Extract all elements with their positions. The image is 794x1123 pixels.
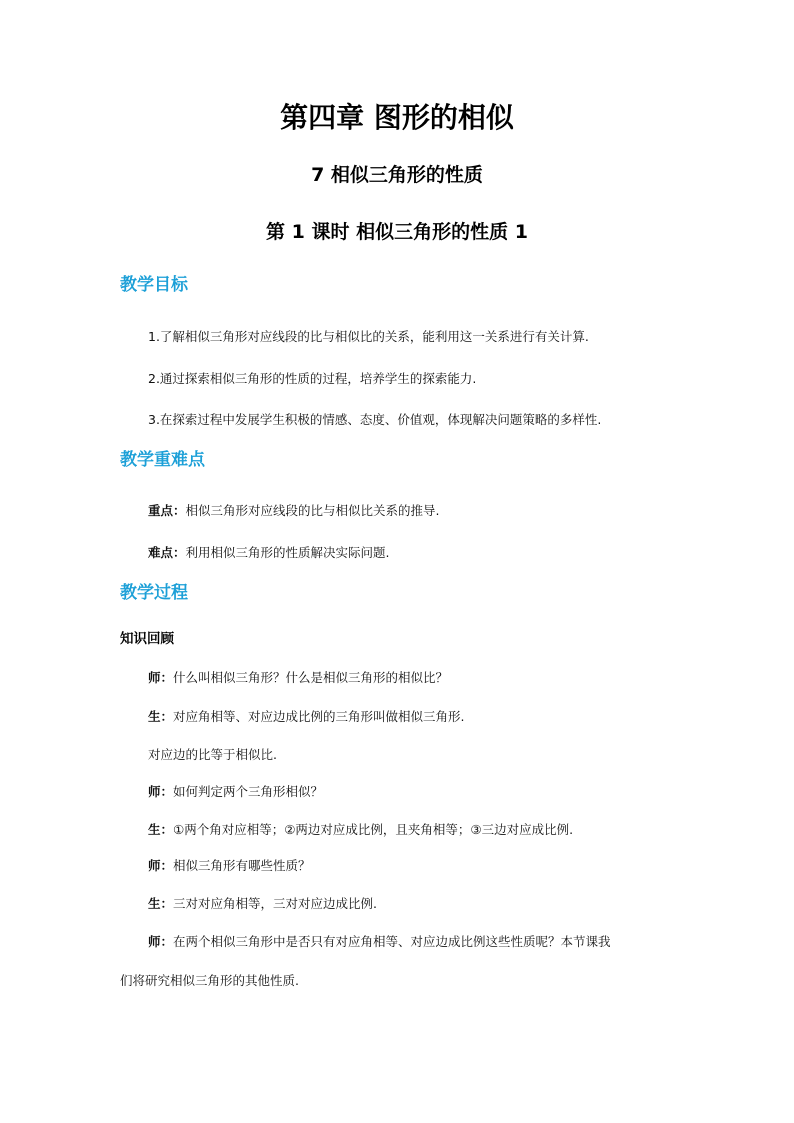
speaker-label: 师：	[148, 784, 174, 799]
dialogue-line	[148, 932, 611, 950]
objective-item: 3.在探索过程中发展学生积极的情感、态度、价值观，体现解决问题策略的多样性.	[148, 412, 602, 427]
dialogue-text: 什么叫相似三角形？什么是相似三角形的相似比？	[173, 670, 449, 685]
section-title: 7 相似三角形的性质	[311, 164, 483, 186]
dialogue-text: 对应边的比等于相似比.	[148, 747, 277, 762]
speaker-label: 生：	[148, 822, 174, 837]
dialogue-line	[148, 782, 323, 800]
process-subheading: 知识回顾	[120, 631, 174, 647]
dialogue-text: 相似三角形有哪些性质？	[173, 858, 311, 873]
speaker-label: 生：	[148, 709, 174, 724]
difficulty-label: 难点：	[148, 545, 186, 560]
dialogue-line	[148, 745, 277, 763]
speaker-label: 生：	[148, 896, 174, 911]
process-heading: 教学过程	[120, 583, 188, 603]
dialogue-text: 三对对应角相等，三对对应边成比例.	[173, 896, 377, 911]
speaker-label: 师：	[148, 858, 174, 873]
key-point-line	[148, 501, 440, 519]
speaker-label: 师：	[148, 670, 174, 685]
difficulty-line	[148, 543, 390, 561]
dialogue-line	[148, 894, 377, 912]
key-text: 相似三角形对应线段的比与相似比关系的推导.	[185, 503, 440, 518]
difficulty-text: 利用相似三角形的性质解决实际问题.	[185, 545, 390, 560]
speaker-label: 师：	[148, 934, 174, 949]
dialogue-text: ①两个角对应相等；②两边对应成比例，且夹角相等；③三边对应成比例.	[173, 822, 574, 837]
dialogue-text: 对应角相等、对应边成比例的三角形叫做相似三角形.	[173, 709, 465, 724]
dialogue-line	[148, 668, 448, 686]
objective-item: 2.通过探索相似三角形的性质的过程，培养学生的探索能力.	[148, 371, 477, 386]
objective-item: 1.了解相似三角形对应线段的比与相似比的关系，能利用这一关系进行有关计算.	[148, 329, 589, 344]
lesson-title: 第 1 课时 相似三角形的性质 1	[266, 221, 528, 243]
dialogue-text: 如何判定两个三角形相似？	[173, 784, 324, 799]
objectives-heading: 教学目标	[120, 275, 188, 295]
dialogue-line	[148, 820, 573, 838]
dialogue-text: 在两个相似三角形中是否只有对应角相等、对应边成比例这些性质呢？本节课我	[173, 934, 611, 949]
dialogue-line	[148, 707, 465, 725]
dialogue-line	[148, 856, 311, 874]
key-points-heading: 教学重难点	[120, 450, 205, 470]
key-label: 重点：	[148, 503, 186, 518]
chapter-title: 第四章 图形的相似	[280, 101, 514, 134]
dialogue-continuation: 们将研究相似三角形的其他性质.	[120, 973, 299, 988]
